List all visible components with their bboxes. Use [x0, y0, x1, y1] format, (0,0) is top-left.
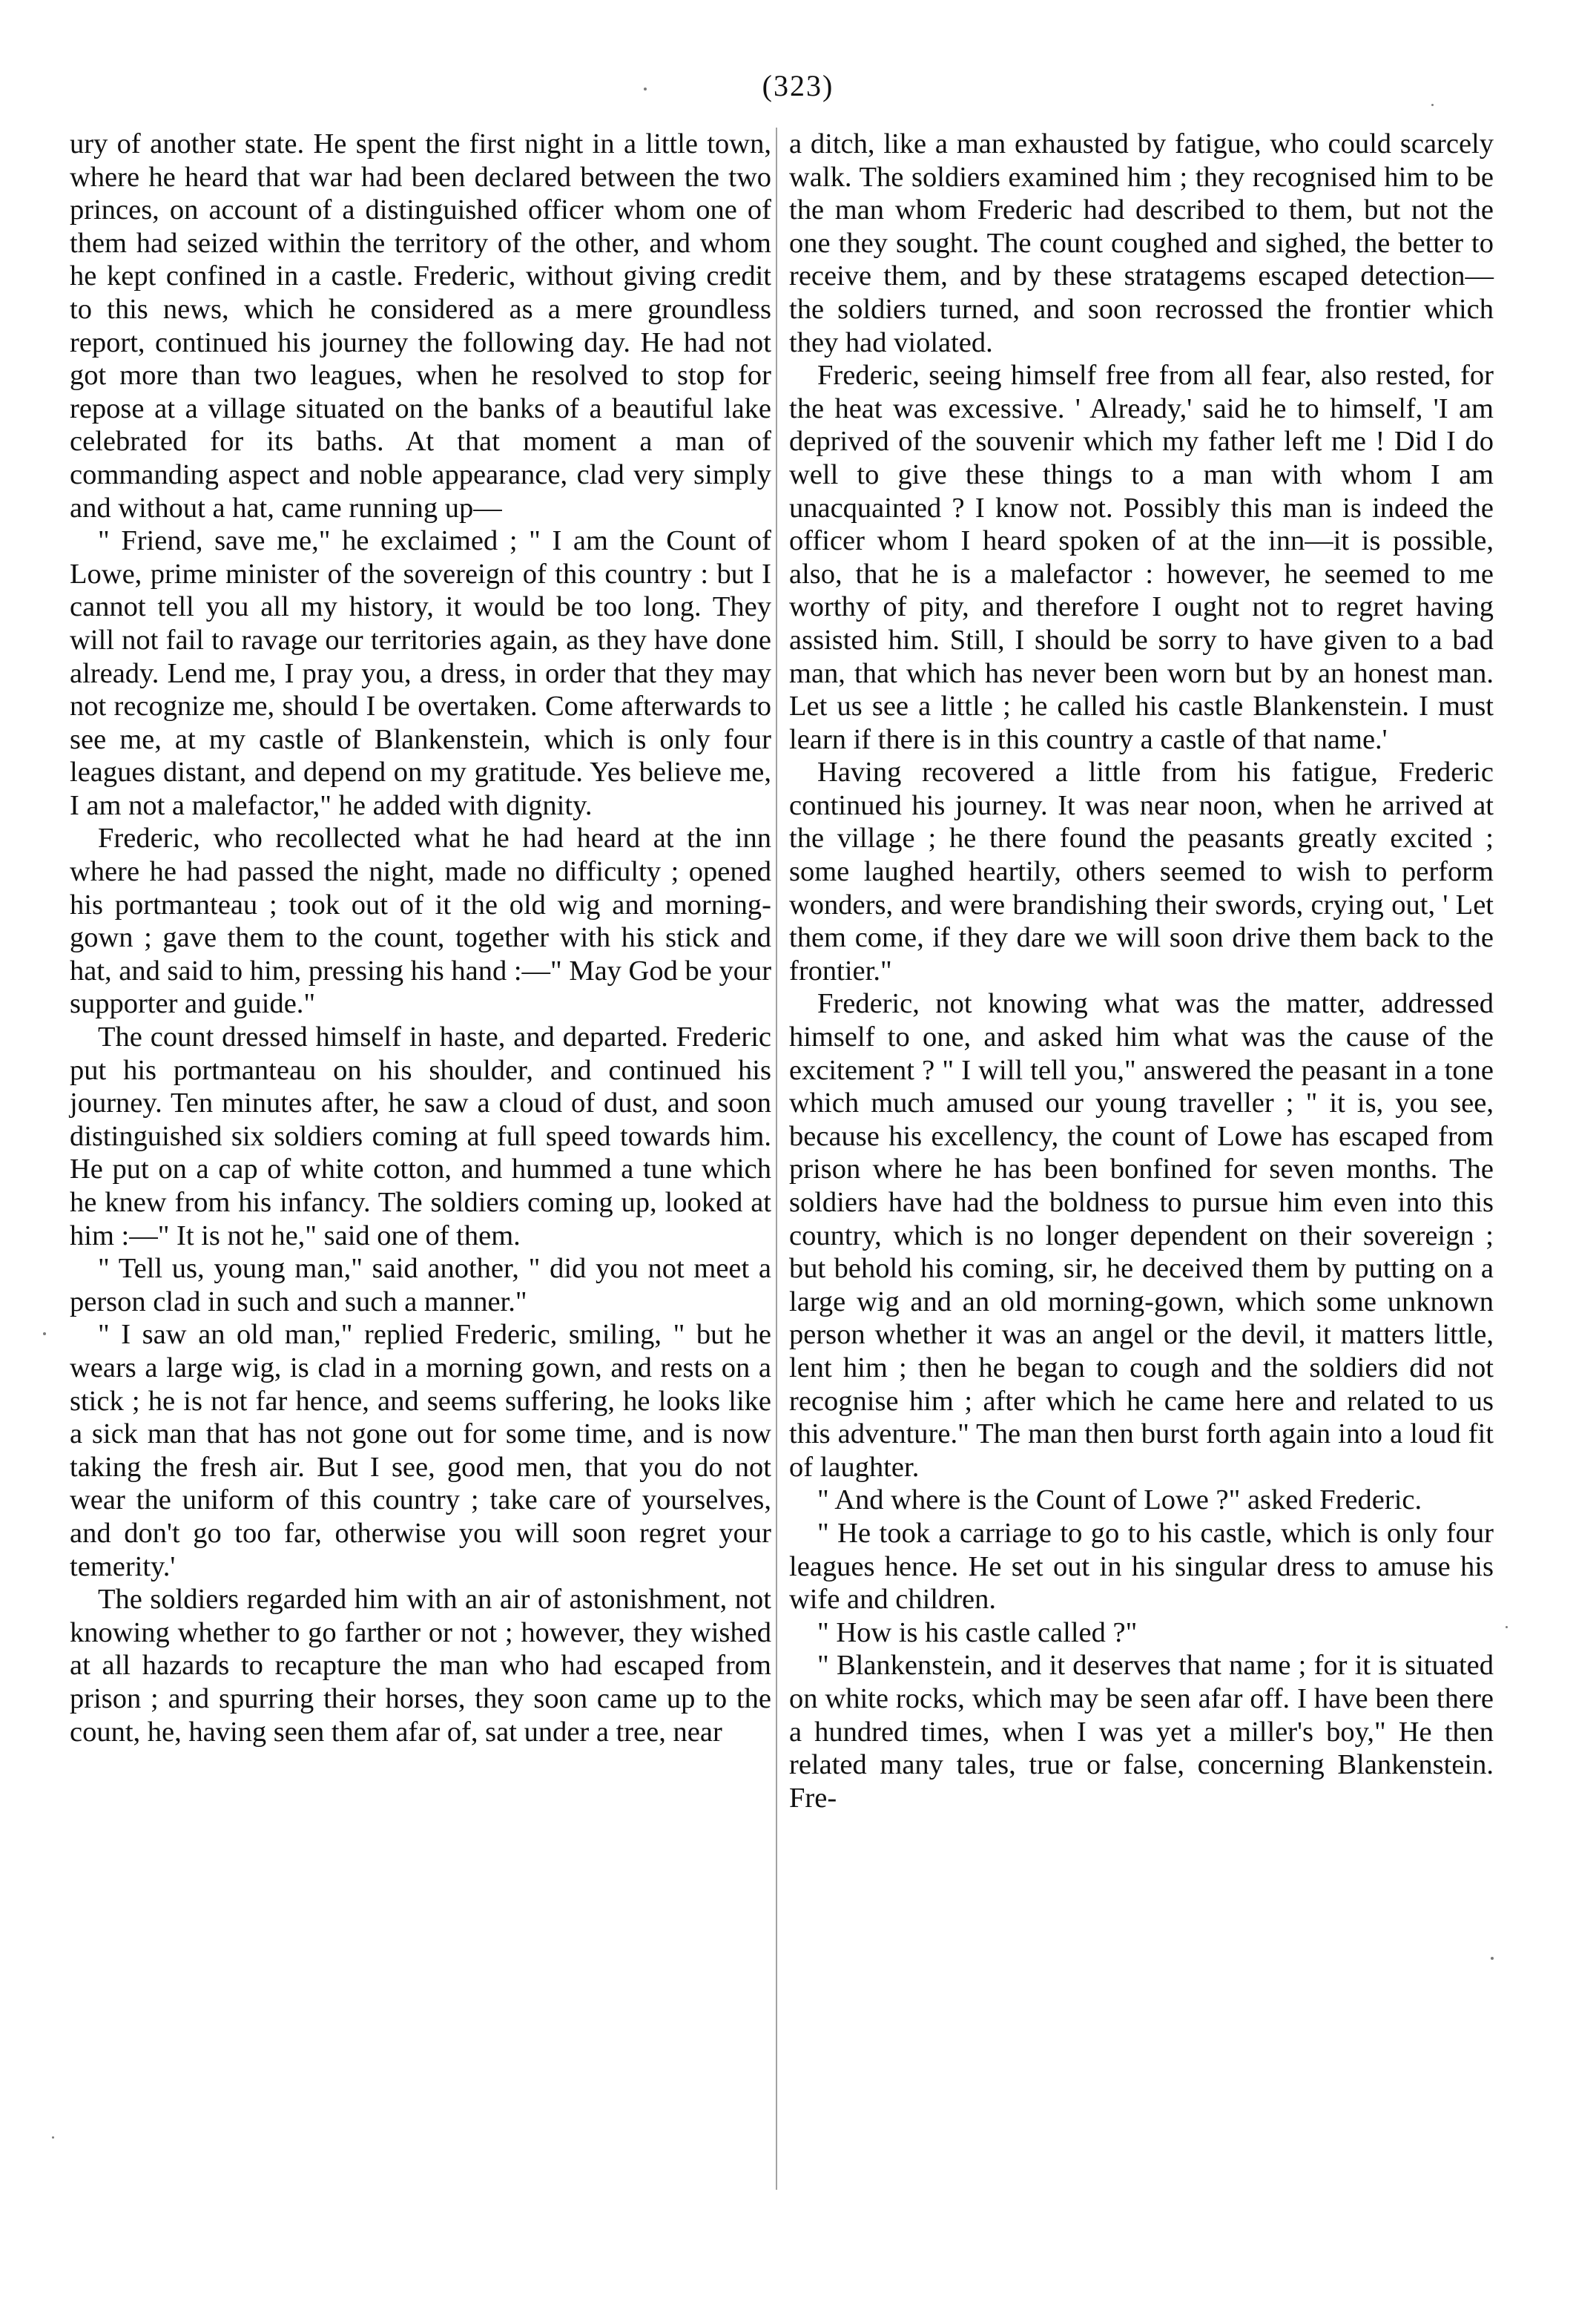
paragraph: " Blankenstein, and it deserves that name ; for it is situated on white rocks, which may be seen afar off. I have been there a hundred times, when I was yet a miller's boy," He then related many tales, true or false, concerning Blankenstein. Fre-	[789, 1650, 1494, 1814]
print-speck	[1431, 104, 1434, 106]
print-speck	[1506, 1626, 1508, 1628]
paragraph: Having recovered a little from his fatigue, Frederic continued his journey. It was near noon, when he arrived at the village ; he there found the peasants greatly excited ; some laughed heartily, others seemed to wish to perform wonders, and were brandishing their swords, crying out, ' Let them come, if they dare we will soon drive them back to the frontier."	[789, 757, 1494, 987]
paragraph: The soldiers regarded him with an air of astonishment, not knowing whether to go farther or not ; however, they wished at all hazards to recapture the man who had escaped from prison ; and spurring their horses, they soon came up to the count, he, having seen them afar of, sat under a tree, near	[70, 1584, 771, 1748]
paragraph: " He took a carriage to go to his castle, which is only four leagues hence. He set out in his singular dress to amuse his wife and children.	[789, 1517, 1494, 1616]
column-divider	[776, 128, 777, 2190]
paragraph: The count dressed himself in haste, and departed. Frederic put his portmanteau on his shoulder, and continued his journey. Ten minutes after, he saw a cloud of dust, and soon distinguished six soldiers coming at full speed towards him. He put on a cap of white cotton, and hummed a tune which he knew from his infancy. The soldiers coming up, looked at him :—" It is not he," said one of them.	[70, 1021, 771, 1251]
paragraph: ury of another state. He spent the first night in a little town, where he heard that war had been declared between the two princes, on account of a distinguished officer whom one of them had seized within the territory of the other, and whom he kept confined in a castle. Frederic, without giving credit to this news, which he considered as a mere groundless report, continued his journey the following day. He had not got more than two leagues, when he resolved to stop for repose at a village situated on the banks of a beautiful lake celebrated for its baths. At that moment a man of commanding aspect and noble appearance, clad very simply and without a hat, came running up—	[70, 128, 771, 524]
right-column	[789, 128, 1494, 1814]
left-column	[70, 128, 771, 1748]
paragraph: Frederic, seeing himself free from all fear, also rested, for the heat was excessive. ' Already,' said he to himself, 'I am deprived of the souvenir which my father left me ! Did I do well to give these things to a man with whom I am unacquainted ? I know not. Possibly this man is indeed the officer whom I heard spoken of at the inn—it is possible, also, that he is a malefactor : however, he seemed to me worthy of pity, and therefore I ought not to regret having assisted him. Still, I should be sorry to have given to a bad man, that which has never been worn but by an honest man. Let us see a little ; he called his castle Blankenstein. I must learn if there is in this country a castle of that name.'	[789, 360, 1494, 755]
print-speck	[644, 88, 647, 90]
paragraph: Frederic, not knowing what was the matter, addressed himself to one, and asked him what was the cause of the excitement ? " I will tell you," answered the peasant in a tone which much amused our young traveller ; " it is, you see, because his excellency, the count of Lowe has escaped from prison where he has been bonfined for seven months. The soldiers have had the boldness to pursue him even into this country, which is no longer dependent on their sovereign ; but behold his coming, sir, he deceived them by putting on a large wig and an old morning-gown, which some unknown person whether it was an angel or the devil, it matters little, lent him ; then he began to cough and the soldiers did not recognise him ; after which he came here and related to us this adventure." The man then burst forth again into a loud fit of laughter.	[789, 988, 1494, 1483]
paragraph: " Tell us, young man," said another, " did you not meet a person clad in such and such a manner."	[70, 1253, 771, 1317]
page-number: (323)	[762, 69, 834, 102]
paragraph: " I saw an old man," replied Frederic, smiling, " but he wears a large wig, is clad in a morning gown, and rests on a stick ; he is not far hence, and seems suffering, he looks like a sick man that has not gone out for some time, and is now taking the fresh air. But I see, good men, that you do not wear the uniform of this country ; take care of yourselves, and don't go too far, otherwise you will soon regret your temerity.'	[70, 1319, 771, 1582]
paragraph: a ditch, like a man exhausted by fatigue, who could scarcely walk. The soldiers examined him ; they recognised him to be the man whom Frederic had described to them, but not the one they sought. The count coughed and sighed, the better to receive them, and by these stratagems escaped detection—the soldiers turned, and soon recrossed the frontier which they had violated.	[789, 128, 1494, 358]
print-speck	[52, 2136, 54, 2139]
paragraph: " Friend, save me," he exclaimed ; " I am the Count of Lowe, prime minister of the sovereign of this country : but I cannot tell you all my history, it would be too long. They will not fail to ravage our territories again, as they have done already. Lend me, I pray you, a dress, in order that they may not recognize me, should I be overtaken. Come afterwards to see me, at my castle of Blankenstein, which is only four leagues distant, and depend on my gratitude. Yes believe me, I am not a malefactor," he added with dignity.	[70, 525, 771, 821]
print-speck	[43, 1332, 46, 1335]
print-speck	[1491, 1957, 1494, 1960]
paragraph: " And where is the Count of Lowe ?" asked Frederic.	[817, 1484, 1422, 1516]
paragraph: Frederic, who recollected what he had heard at the inn where he had passed the night, made no difficulty ; opened his portmanteau ; took out of it the old wig and morning-gown ; gave them to the count, together with his stick and hat, and said to him, pressing his hand :—" May God be your supporter and guide."	[70, 823, 772, 1020]
paragraph: " How is his castle called ?"	[817, 1616, 1138, 1648]
